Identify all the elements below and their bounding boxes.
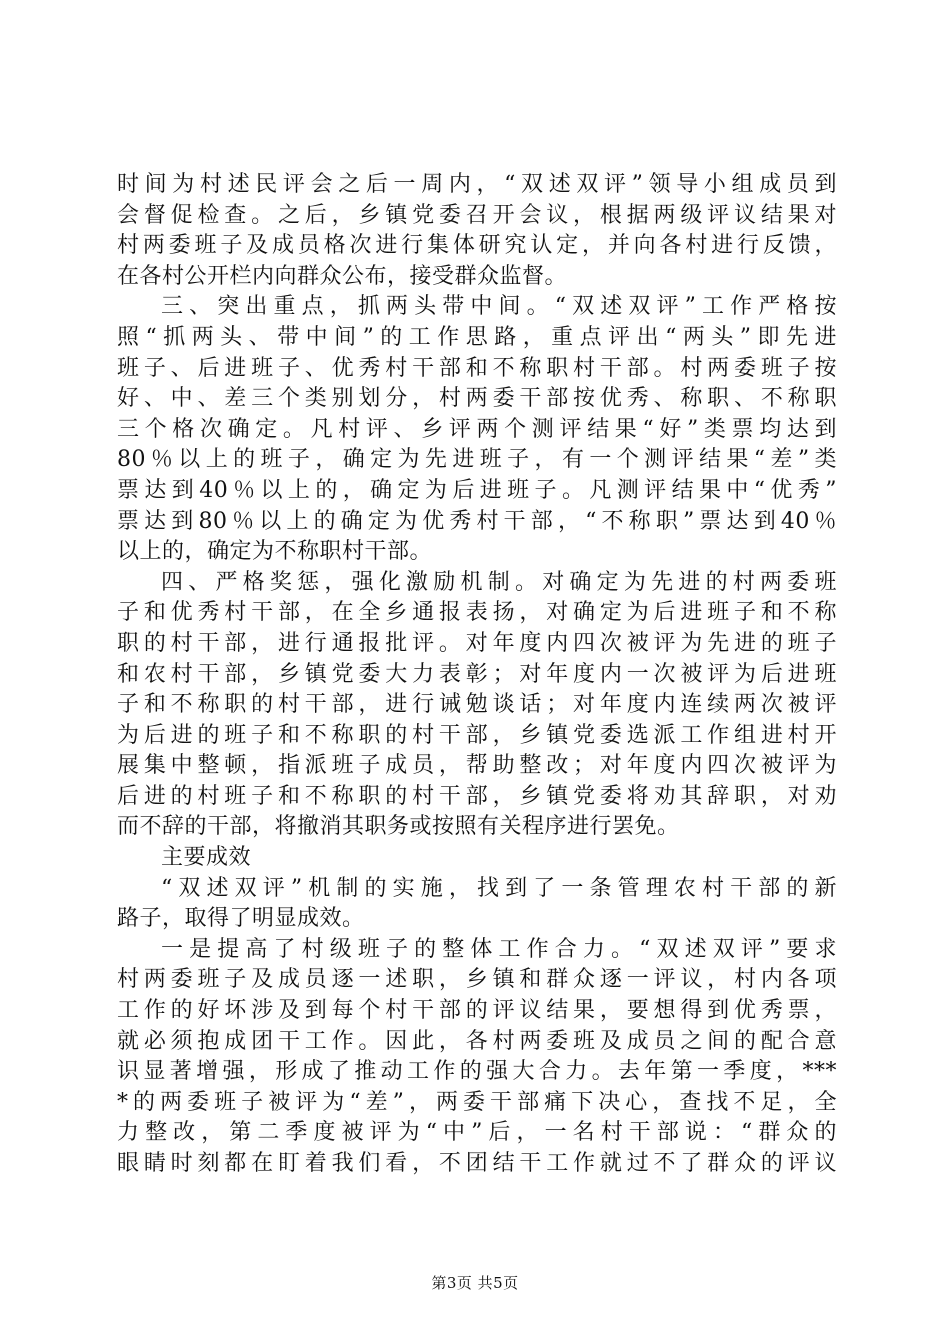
point-1-heading-line: 一是提高了村级班子的整体工作合力。“双述双评”要求 (161, 936, 837, 962)
text-line-16: 职的村干部，进行通报批评。对年度内四次被评为先进的班子 (117, 630, 837, 656)
section-4-heading-line: 四、严格奖惩，强化激励机制。对确定为先进的村两委班 (161, 569, 837, 595)
text-line-32: 力整改，第二季度被评为“中”后，一名村干部说：“群众的 (117, 1120, 837, 1146)
text-line-18: 子和不称职的村干部，进行诫勉谈话；对年度内连续两次被评 (117, 692, 837, 718)
text-line-2: 会督促检查。之后，乡镇党委召开会议，根据两级评议结果对 (117, 202, 837, 228)
text-line-29: 就必须抱成团干工作。因此，各村两委班及成员之间的配合意 (117, 1028, 837, 1054)
text-line-20: 展集中整顿，指派班子成员，帮助整改；对年度内四次被评为 (117, 753, 837, 779)
text-line-27: 村两委班子及成员逐一述职，乡镇和群众逐一评议，村内各项 (117, 967, 837, 993)
section-heading-results: 主要成效 (161, 845, 252, 871)
text-line-21: 后进的村班子和不称职的村干部，乡镇党委将劝其辞职，对劝 (117, 783, 837, 809)
text-line-12: 票达到80％以上的确定为优秀村干部，“不称职”票达到40％ (117, 508, 837, 534)
text-line-22: 而不辞的干部，将撤消其职务或按照有关程序进行罢免。 (117, 814, 680, 840)
text-line-13: 以上的，确定为不称职村干部。 (117, 539, 433, 565)
text-line-24: “双述双评”机制的实施，找到了一条管理农村干部的新 (161, 875, 837, 901)
text-line-15: 子和优秀村干部，在全乡通报表扬，对确定为后进班子和不称 (117, 600, 837, 626)
text-line-6: 照“抓两头、带中间”的工作思路，重点评出“两头”即先进 (117, 324, 837, 350)
section-3-heading-line: 三、突出重点，抓两头带中间。“双述双评”工作严格按 (161, 294, 837, 320)
text-line-31: *的两委班子被评为“差”，两委干部痛下决心，查找不足，全 (117, 1089, 837, 1115)
text-line-25: 路子，取得了明显成效。 (117, 906, 365, 932)
text-line-30: 识显著增强，形成了推动工作的强大合力。去年第一季度，*** (117, 1059, 837, 1085)
text-line-10: 80％以上的班子，确定为先进班子，有一个测评结果“差”类 (117, 447, 837, 473)
text-line-4: 在各村公开栏内向群众公布，接受群众监督。 (117, 263, 568, 289)
text-line-7: 班子、后进班子、优秀村干部和不称职村干部。村两委班子按 (117, 355, 837, 381)
text-line-3: 村两委班子及成员格次进行集体研究认定，并向各村进行反馈， (117, 233, 837, 259)
text-line-8: 好、中、差三个类别划分，村两委干部按优秀、称职、不称职 (117, 386, 837, 412)
text-line-33: 眼睛时刻都在盯着我们看，不团结干工作就过不了群众的评议 (117, 1151, 837, 1176)
text-line-9: 三个格次确定。凡村评、乡评两个测评结果“好”类票均达到 (117, 416, 837, 442)
text-line-17: 和农村干部，乡镇党委大力表彰；对年度内一次被评为后进班 (117, 661, 837, 687)
document-body (117, 170, 837, 1180)
text-line-1: 时间为村述民评会之后一周内，“双述双评”领导小组成员到 (117, 172, 837, 197)
page-number-footer: 第3页 共5页 (431, 1274, 519, 1292)
text-line-28: 工作的好坏涉及到每个村干部的评议结果，要想得到优秀票， (117, 998, 837, 1024)
text-line-11: 票达到40％以上的，确定为后进班子。凡测评结果中“优秀” (117, 477, 837, 503)
text-line-19: 为后进的班子和不称职的村干部，乡镇党委选派工作组进村开 (117, 722, 837, 748)
